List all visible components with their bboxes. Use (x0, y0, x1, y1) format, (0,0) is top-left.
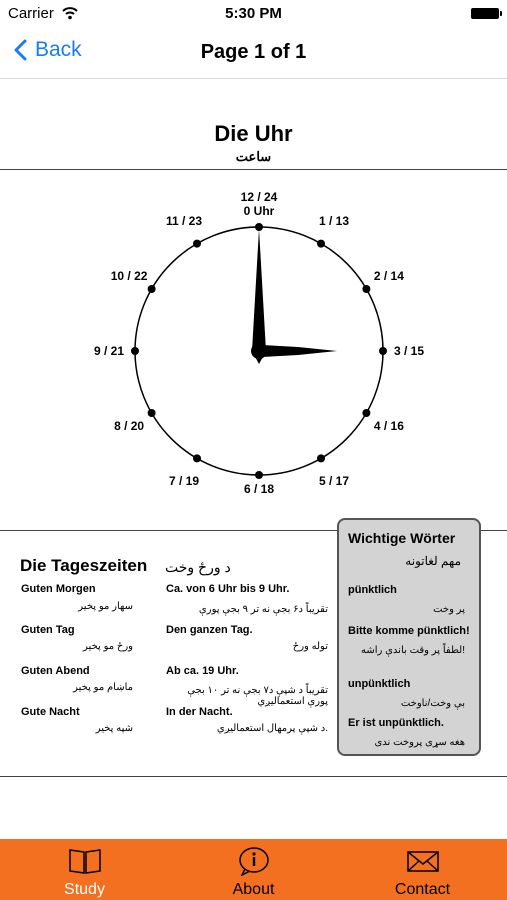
hour-label: 1 / 13 (318, 214, 350, 229)
clock-center (251, 343, 267, 359)
word: unpünktlich (348, 678, 411, 690)
hour-marker (362, 409, 370, 417)
greeting-ps: ورځ مو پخير (83, 641, 133, 652)
time-range-ps: د شپې پرمهال استعماليږي. (216, 723, 328, 734)
time-range-ps: توله ورځ (292, 641, 328, 652)
greeting: Guten Morgen (21, 583, 96, 595)
clock-illustration (0, 79, 507, 531)
clock-title: Die Uhr (214, 121, 293, 146)
hour-marker (255, 471, 263, 479)
time-range-ps: تقريباً د۶ بجې نه تر ۹ بجې پورې (198, 604, 328, 615)
greeting: Gute Nacht (21, 706, 80, 718)
tab-study[interactable] (0, 839, 169, 900)
envelope-icon (406, 846, 440, 876)
hour-label: 10 / 22 (110, 269, 148, 283)
time-range: Den ganzen Tag. (166, 624, 253, 636)
tab-about[interactable] (169, 839, 338, 900)
hour-marker (193, 240, 201, 248)
word: Bitte komme pünktlich! (348, 625, 470, 637)
hour-label: 9 / 21 (93, 344, 125, 358)
divider (0, 776, 507, 777)
hour-marker (131, 347, 139, 355)
greeting-ps: شپه پخير (95, 723, 133, 734)
hour-label: 11 / 23 (165, 214, 203, 229)
hour-marker (193, 454, 201, 462)
hour-label: 8 / 20 (114, 419, 145, 433)
tab-contact[interactable] (338, 839, 507, 900)
status-bar (0, 0, 507, 28)
clock-subtitle: ساعت (235, 149, 272, 164)
greeting-ps: سهار مو پخير (78, 601, 133, 612)
greeting: Guten Abend (21, 665, 90, 677)
important-words-box (337, 518, 481, 756)
hour-marker (362, 285, 370, 293)
minute-hand (262, 345, 337, 357)
greeting: Guten Tag (21, 624, 75, 636)
hour-label: 12 / 24 (240, 190, 278, 204)
navigation-bar (0, 28, 507, 79)
hour-label: 5 / 17 (318, 473, 350, 488)
hour-label: 2 / 14 (373, 269, 404, 283)
page-title: Page 1 of 1 (200, 41, 307, 63)
hour-label: 4 / 16 (373, 419, 404, 433)
important-words-title-ps: مهم لغاتونه (405, 554, 461, 568)
hour-label: 7 / 19 (168, 473, 200, 488)
hour-marker (148, 409, 156, 417)
hour-marker (379, 347, 387, 355)
greeting-ps: ماښام مو پخير (73, 682, 133, 693)
tab-bar (0, 839, 507, 900)
word: pünktlich (348, 584, 397, 596)
times-of-day-title: Die Tageszeiten (20, 556, 148, 575)
hour-label: 0 Uhr (243, 204, 275, 218)
time-range: In der Nacht. (166, 706, 233, 718)
hour-marker (317, 240, 325, 248)
tab-contact-label: Contact (394, 881, 451, 898)
tab-about-label: About (232, 881, 275, 898)
carrier-label: Carrier (8, 5, 54, 22)
info-icon (237, 846, 271, 876)
hour-label: 6 / 18 (243, 482, 275, 496)
time-range: Ca. von 6 Uhr bis 9 Uhr. (166, 583, 290, 595)
hour-label: 3 / 15 (393, 344, 425, 358)
important-words-title: Wichtige Wörter (348, 530, 456, 546)
book-icon (68, 846, 102, 876)
times-of-day-title-ps: د ورځ وخت (165, 559, 231, 575)
hour-marker (148, 285, 156, 293)
time-range: Ab ca. 19 Uhr. (166, 665, 239, 677)
time-range-ps: تقريباً د شپې د۷ بجې نه تر ۱۰ بجې پورې استعماليږي (187, 685, 328, 707)
word-ps: پر وخت (433, 604, 465, 615)
battery-icon (471, 8, 499, 19)
word: Er ist unpünktlich. (348, 717, 444, 729)
word-ps: بې وخت/ناوخت (400, 698, 465, 709)
tab-study-label: Study (64, 881, 105, 898)
word-ps: هغه سړی پروخت ندی (374, 737, 465, 748)
back-label: Back (35, 38, 82, 61)
hour-marker (317, 454, 325, 462)
status-time: 5:30 PM (225, 5, 282, 22)
word-ps: لطفاً پر وقت باندې راشه! (360, 645, 465, 656)
document-page (0, 79, 507, 839)
